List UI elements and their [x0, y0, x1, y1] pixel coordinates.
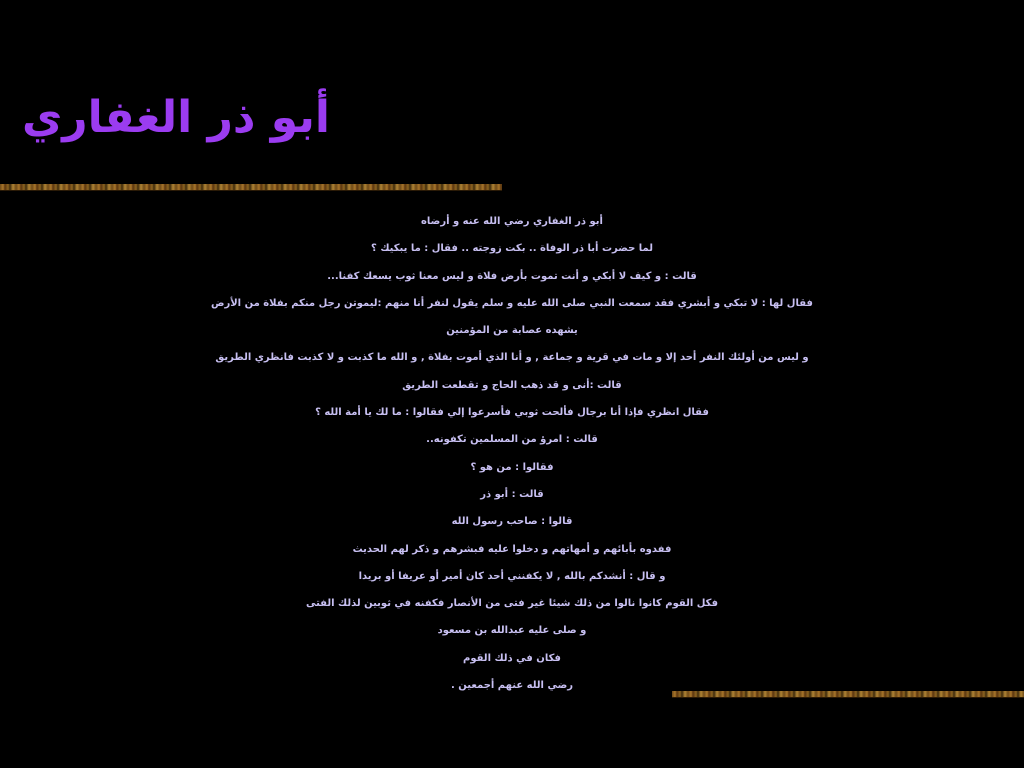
body-line: قالت : امرؤ من المسلمين تكفونه..: [426, 434, 598, 446]
body-line: لما حضرت أبا ذر الوفاة .. بكت زوجته .. فقال : ما يبكيك ؟: [371, 243, 653, 255]
body-line: قالت : و كيف لا أبكي و أنت تموت بأرض فلاة و ليس معنا ثوب يسعك كفنا...: [327, 270, 697, 282]
body-line: و ليس من أولئك النفر أحد إلا و مات في قرية و جماعة , و أنا الذي أموت بفلاة , و الله ما كذبت و لا كذبت فانظري الطريق: [215, 352, 809, 364]
body-line: فقالوا : من هو ؟: [470, 461, 554, 473]
body-line: قالت :أنى و قد ذهب الحاج و تقطعت الطريق: [402, 379, 622, 391]
decorative-divider-top: [0, 184, 502, 190]
body-line: و قال : أنشدكم بالله , لا يكفنني أحد كان أمير أو عريفا أو بريدا: [358, 570, 666, 582]
body-line: رضي الله عنهم أجمعين .: [450, 680, 573, 692]
body-line: فكل القوم كانوا نالوا من ذلك شيئا غير فتى من الأنصار فكفنه في ثوبين لذلك الفتى: [305, 598, 719, 610]
body-line: قالوا : صاحب رسول الله: [451, 516, 573, 528]
slide-body: [0, 208, 1024, 699]
body-line: فقال انظري فإذا أنا برجال فألحت ثوبي فأسرعوا إلي فقالوا : ما لك يا أمة الله ؟: [315, 407, 709, 419]
decorative-divider-bottom: [672, 691, 1024, 697]
slide-title: أبو ذر الغفاري: [21, 92, 330, 143]
body-line: فكان في ذلك القوم: [463, 652, 561, 664]
body-line: أبو ذر الغفاري رضي الله عنه و أرضاه: [421, 216, 603, 227]
body-line: قالت : أبو ذر: [480, 488, 544, 500]
body-line: يشهده عصابة من المؤمنين: [446, 325, 578, 337]
body-line: فقال لها : لا تبكي و أبشري فقد سمعت النبي صلى الله عليه و سلم يقول لنفر أنا منهم :ليموتن رجل منكم بفلاة من الأرض: [211, 297, 813, 309]
body-line: و صلى عليه عبدالله بن مسعود: [437, 625, 587, 637]
body-line: ففدوه بأبائهم و أمهاتهم و دخلوا عليه فبشرهم و ذكر لهم الحديث: [352, 543, 672, 555]
